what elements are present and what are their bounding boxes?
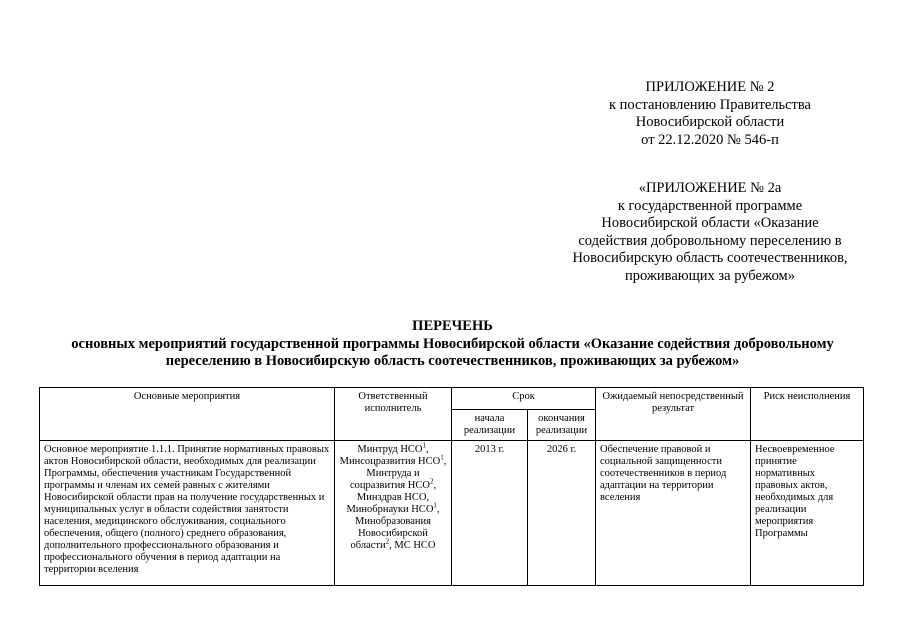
header-executor: Ответственный исполнитель — [335, 388, 452, 441]
title-heading: ПЕРЕЧЕНЬ — [412, 318, 493, 334]
result-cell: Обеспечение правовой и социальной защищенности соотечественников в период адаптации на территории вселения — [596, 441, 751, 586]
footnote-mark: 1 — [433, 501, 437, 510]
appendix-1-line: Новосибирской области — [635, 114, 785, 130]
appendix-1-line: ПРИЛОЖЕНИЕ № 2 — [645, 79, 775, 95]
measures-table — [39, 387, 864, 586]
document-title — [0, 318, 905, 371]
footnote-mark: 1 — [440, 453, 444, 462]
header-measures: Основные мероприятия — [40, 388, 335, 441]
executor-name: , МС НСО — [389, 540, 436, 551]
header-term-start: начала реализации — [452, 410, 528, 441]
measure-cell: Основное мероприятие 1.1.1. Принятие нормативных правовых актов Новосибирской области, необходимых для реализации Программы, обеспечения участникам Государственной программы и членам их семей равных с жителями Новосибирской области прав на получение государственных и муниципальных услуг в области содействия занятости населения, медицинского обслуживания, социального обеспечения, общего (полного) среднего образования, дополнительного профессионального образования и профессионального обучения в период адаптации на территории вселения — [40, 441, 335, 586]
risk-cell: Несвоевременное принятие нормативных правовых актов, необходимых для реализации мероприятия Программы — [751, 441, 864, 586]
executor-name: Минздрав НСО, — [356, 492, 430, 503]
table-header-row — [40, 388, 864, 410]
executor-name: Минобрнауки НСО — [346, 504, 434, 515]
title-line-1: основных мероприятий государственной программы Новосибирской области «Оказание содействия добровольному — [71, 335, 834, 352]
footnote-mark: 1 — [422, 441, 426, 450]
header-result: Ожидаемый непосредственный результат — [596, 388, 751, 441]
executor-cell: Минтруд НСО$^1$, Минсоцразвития НСО$^1$, Минтруда и соцразвития НСО$^2$, Минздрав НСО, Минобрнауки НСО$^1$, Минобразования Новосибирской области$^2$, МС НСО — [335, 441, 452, 586]
end-cell: 2026 г. — [528, 441, 596, 586]
footnote-mark: 2 — [429, 477, 434, 486]
appendix-2a-line: «ПРИЛОЖЕНИЕ № 2а — [638, 180, 782, 196]
executor-name: Минтруда и соцразвития НСО — [349, 468, 430, 491]
appendix-2a-header — [555, 180, 865, 285]
appendix-2a-line: проживающих за рубежом» — [625, 267, 795, 284]
appendix-2a-line: к государственной программе — [617, 197, 803, 214]
appendix-1-line: к постановлению Правительства — [609, 96, 811, 113]
header-term: Срок — [452, 388, 596, 410]
appendix-2a-line: содействия добровольному переселению в — [578, 232, 842, 249]
footnote-mark: 2 — [385, 537, 390, 546]
appendix-2a-line: Новосибирскую область соотечественников, — [572, 250, 848, 266]
executor-name: Минтруд НСО — [357, 444, 423, 455]
start-cell: 2013 г. — [452, 441, 528, 586]
executor-name: Минсоцразвития НСО — [339, 456, 441, 467]
appendix-1-line: от 22.12.2020 № 546-п — [641, 131, 779, 148]
title-line-2: переселению в Новосибирскую область соотечественников, проживающих за рубежом» — [165, 353, 740, 369]
header-term-end: окончания реализации — [528, 410, 596, 441]
header-risk: Риск неисполнения — [751, 388, 864, 441]
appendix-1-header — [560, 79, 860, 149]
appendix-2a-line: Новосибирской области «Оказание — [601, 215, 819, 231]
executor-name: Минобразования Новосибирской области — [350, 516, 431, 551]
table-row — [40, 441, 864, 586]
